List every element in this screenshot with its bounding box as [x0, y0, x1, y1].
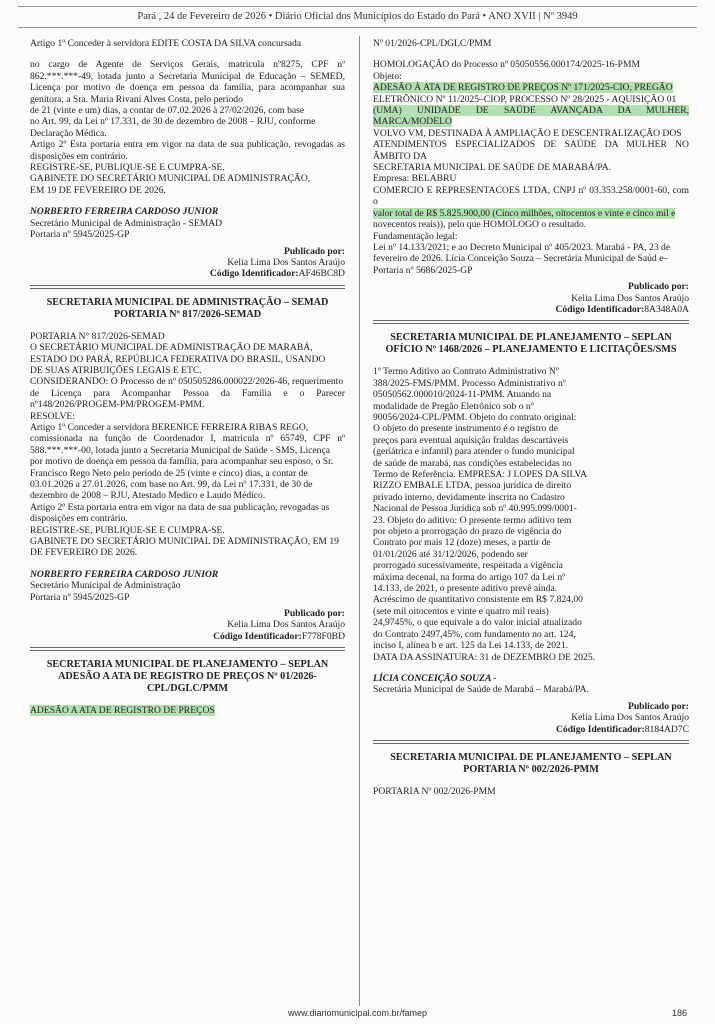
publication-info — [373, 701, 689, 735]
column-divider — [359, 36, 360, 1006]
text-line: REGISTRE-SE, PUBLIQUE-SE E CUMPRA-SE. — [30, 524, 225, 536]
text-line: COMERCIO E REPRESENTACOES LTDA, CNPJ nº 03.353.258/0001-60, com o — [373, 184, 689, 208]
code-value: AF46BC8D — [298, 268, 345, 280]
text-line: fevereiro de 2026. Lícia Conceição Souza – Secretária Municipal de Saúd e– — [373, 253, 669, 265]
text-line: Nº 01/2026-CPL/DGLC/PMM — [373, 38, 492, 49]
published-by-label: Publicado por: — [283, 608, 345, 620]
right-column — [373, 38, 689, 797]
footer-url[interactable]: www.diariomunicipal.com.br/famep — [287, 1008, 428, 1018]
text-line: 01/01/2026 até 31/12/2026, podendo ser — [373, 548, 528, 560]
published-by-label: Publicado por: — [283, 245, 345, 257]
text-line: ATENDIMENTOS ESPECIALIZADOS DE SAÚDE DA MULHER NO ÂMBITO DA — [373, 139, 689, 162]
text-line: Francisco Rego Neto pelo período de 25 (vinte e cinco) dias, a contar de — [30, 467, 308, 479]
page-header: Pará , 24 de Fevereiro de 2026 • Diário Oficial dos Municípios do Estado do Pará • ANO XVII | Nº 3949 — [18, 6, 697, 28]
signature-name: LÍCIA CONCEIÇÃO SOUZA - — [373, 672, 497, 684]
text-line: novecentos reais)), pelo que HOMOLOGO o resultado. — [373, 219, 587, 231]
text-line: GABINETE DO SECRETÁRIO MUNICIPAL DE ADMINISTRAÇÃO, EM 19 — [30, 536, 339, 548]
publisher-name: Kelia Lima Dos Santos Araújo — [227, 619, 345, 631]
text-line: ESTADO DO PARÁ, REPÚBLICA FEDERATIVA DO BRASIL, USANDO — [30, 353, 326, 365]
highlighted-text: ADESÃO À ATA DE REGISTRO DE PREÇOS Nº 171/2025-CIO, PREGÃO — [373, 82, 673, 94]
text-line: HOMOLOGAÇÃO do Processo nº 05050556.000174/2025-16-PMM — [373, 59, 641, 71]
text-line: 14.133, de 2021, o presente aditivo prevê ainda. — [373, 583, 558, 595]
text-line: 1º Termo Aditivo ao Contrato Administrativo Nº — [373, 366, 559, 378]
text-line: Contrato por mais 12 (doze) meses, a partir de — [373, 537, 551, 549]
publisher-name: Kelia Lima Dos Santos Araújo — [571, 712, 689, 724]
text-line: RIZZO EMBALE LTDA, pessoa jurídica de direito — [373, 480, 572, 492]
text-line: (sete mil oitocentos e vinte e quatro mil reais) — [373, 605, 549, 617]
text-line: de 21 (vinte e um) dias, a contar de 07.02.2026 à 27/02/2026, com base — [30, 105, 305, 117]
text-line: dezembro de 2008 – RJU, Atestado Medico e Laudo Médico. — [30, 490, 266, 502]
aditivo-text — [373, 366, 633, 663]
code-value: F778F0BD — [301, 630, 345, 642]
highlighted-text: (UMA) UNIDADE DE SAÚDE AVANÇADA DA MULHER, MARCA/MODELO — [373, 105, 689, 128]
publisher-name: Kelia Lima Dos Santos Araújo — [571, 292, 689, 304]
text-line: DATA DA ASSINATURA: 31 de DEZEMBRO DE 2025. — [373, 651, 596, 663]
text-line: no cargo de Agente de Serviços Gerais, matricula nº8275, CPF nº 862.***.***-49, lotada junto a Secretaria Municipal de Educação – SEMED, Licença por motivo de doença em pessoa da família, para acompanhar sua genitora, a Sra. Maria Rivani Alves Costa, pelo período — [30, 59, 345, 105]
text-line: de saúde de marabá, nas condições estabelecidas no — [373, 457, 572, 469]
text-line: Lei nº 14.133/2021; e ao Decreto Municipal nº 405/2023. Marabá - PA, 23 de — [373, 241, 671, 253]
text-line: por motivo de doença em pessoa da família, para acompanhar seu esposo, o Sr. — [30, 456, 334, 468]
text-line: Termo de Referência. EMPRESA: J LOPES DA SILVA — [373, 469, 588, 480]
text-line: Artigo 1º Conceder à servidora EDITE COSTA DA SILVA concursada — [30, 38, 302, 49]
text-line: 388/2025-FMS/PMM. Processo Administrativo nº — [373, 377, 566, 389]
text-line: Artigo 2º Esta portaria entra em vigor na data de sua publicação, revogadas as disposições em contrário. — [30, 139, 345, 162]
text-line: GABINETE DO SECRETÁRIO MUNICIPAL DE ADMINISTRAÇÃO, — [30, 173, 311, 185]
signature-role: Secretário Municipal de Administração — [30, 580, 181, 592]
text-line: privado interno, devidamente inscrita no Cadastro — [373, 491, 565, 503]
text-line: 90056/2024-CPL/PMM. Objeto do contrato original: — [373, 411, 577, 423]
text-line: Acréscimo de quantitativo consistente em R$ 7.824,00 — [373, 594, 583, 606]
highlighted-text: valor total de R$ 5.825.900,00 (Cinco milhões, oitocentos e vinte e cinco mil e — [373, 207, 676, 219]
text-line: Artigo 2º Esta portaria entra em vigor na data de sua publicação, revogadas as — [30, 501, 330, 513]
section-title: SECRETARIA MUNICIPAL DE PLANEJAMENTO – SEPLAN OFÍCIO Nº 1468/2026 – PLANEJAMENTO E LICITAÇÕES/SMS — [385, 332, 677, 356]
code-label: Código Identificador: — [213, 630, 302, 642]
section-title: SECRETARIA MUNICIPAL DE ADMINISTRAÇÃO – SEMAD PORTARIA Nº 817/2026-SEMAD — [46, 296, 329, 320]
text-line: máxima decenal, na forma do artigo 107 da Lei nº — [373, 571, 566, 583]
signature-name: NORBERTO FERREIRA CARDOSO JUNIOR — [30, 568, 219, 580]
text-line: Objeto: — [373, 70, 402, 82]
text-line: Empresa: BELABRU — [373, 173, 457, 185]
signature-role: Secretário Municipal de Administração - SEMAD — [30, 217, 223, 229]
text-line: (geriátrica e infantil) para atender o fundo municipal — [373, 446, 575, 458]
code-label: Código Identificador: — [209, 268, 299, 280]
signature-portaria: Portaria nº 5945/2025-GP — [30, 591, 130, 603]
text-line: 23. Objeto do aditivo: O presente termo aditivo tem — [373, 514, 572, 526]
text-line: SECRETARIA MUNICIPAL DE SAÚDE DE MARABÁ/PA. — [373, 162, 612, 174]
text-line: Nacional de Pessoa Jurídica sob nº 40.995.099/0001- — [373, 503, 577, 515]
section-title: SECRETARIA MUNICIPAL DE PLANEJAMENTO – SEPLAN ADESÃO A ATA DE REGISTRO DE PREÇOS Nº 01/2026-CPL/DGLC/PMM — [46, 659, 329, 695]
publication-info — [30, 246, 345, 280]
signature-portaria: Portaria nº 5945/2025-GP — [30, 229, 130, 241]
left-column — [30, 38, 345, 717]
text-line: ELETRÔNICO Nº 11/2025–CIOP, PROCESSO Nº 28/2025 - AQUISIÇÃO 01 — [373, 93, 677, 105]
text-line: no Art. 99, da Lei nº 17.331, de 30 de dezembro de 2008 – RJU, conforme — [30, 116, 316, 128]
text-line: inciso I, alínea b e art. 125 da Lei 14.133, de 2021. — [373, 640, 569, 652]
text-line: RESOLVE: — [30, 410, 75, 422]
code-value: 8A348A0A — [644, 303, 689, 315]
text-line: do Contrato 2497,45%, com fundamento no art. 124, — [373, 628, 576, 640]
text-line: 24,9745%, o que equivale a do valor inicial atualizado — [373, 617, 582, 629]
text-line: EM 19 DE FEVEREIRO DE 2026. — [30, 184, 166, 196]
text-line: O SECRETÁRIO MUNICIPAL DE ADMINISTRAÇÃO DE MARABÁ, — [30, 342, 313, 354]
text-line: PORTARIA N° 817/2026-SEMAD — [30, 330, 165, 342]
code-label: Código Identificador: — [556, 723, 645, 735]
text-line: Fundamentação legal: — [373, 230, 458, 242]
text-line: modalidade de Pregão Eletrônico sob o nº — [373, 400, 534, 412]
text-line: prorrogado sucessivamente, respeitada a vigência — [373, 560, 563, 572]
publication-info — [30, 608, 345, 642]
publication-info — [373, 281, 689, 315]
signature-role: Secretária Municipal de Saúde de Marabá – Marabá/PA. — [373, 684, 589, 696]
text-line: Artigo 1º Conceder a servidora BERENICE FERREIRA RIBAS REGO, — [30, 421, 309, 433]
text-line: VOLVO VM, DESTINADA À AMPLIAÇÃO E DESCENTRALIZAÇÃO DOS — [373, 127, 682, 139]
text-line: de Licença para Acompanhar Pessoa da Família e o Parecer nº148/2026/PROGEM-PM/PROGEM-PMM. — [30, 387, 345, 411]
published-by-label: Publicado por: — [627, 700, 689, 712]
text-line: PORTARIA Nº 002/2026-PMM — [373, 785, 496, 797]
text-line: DE SUAS ATRIBUIÇÕES LEGAIS E ETC. — [30, 364, 202, 376]
text-line: preços para eventual aquisição fraldas descartáveis — [373, 434, 569, 446]
page-number: 186 — [671, 1008, 687, 1018]
text-line: Declaração Médica. — [30, 127, 107, 139]
highlighted-text: ADESÃO A ATA DE REGISTRO DE PREÇOS — [30, 705, 215, 717]
code-value: 8184AD7C — [644, 723, 689, 735]
text-line: 03.01.2026 a 27.01.2026, com base no Art. 99, da Lei nº 17.331, de 30 de — [30, 479, 313, 490]
text-line: 05050562.000010/2024-11-PMM. Atuando na — [373, 389, 552, 401]
text-line: por objeto a prorrogação do prazo de vigência do — [373, 526, 562, 538]
text-line: Portaria nº 5686/2025-GP — [373, 264, 473, 276]
text-line: disposições em contrário. — [30, 513, 128, 525]
text-line: comissionada na função de Coordenador I, matricula nº 65749, CPF nº 588.***.***-00, lotada junto a Secretaria Municipal de Saúde - SMS, Licença — [30, 433, 345, 456]
section-title: SECRETARIA MUNICIPAL DE PLANEJAMENTO – SEPLAN PORTARIA Nº 002/2026-PMM — [390, 751, 672, 775]
code-label: Código Identificador: — [555, 303, 645, 315]
text-line: DE FEVEREIRO DE 2026. — [30, 547, 138, 559]
publisher-name: Kelia Lima Dos Santos Araújo — [227, 256, 345, 268]
published-by-label: Publicado por: — [627, 281, 689, 293]
text-line: O objeto do presente instrumento é o registro de — [373, 423, 558, 435]
text-line: REGISTRE-SE, PUBLIQUE-SE E CUMPRA-SE. — [30, 162, 225, 174]
signature-name: NORBERTO FERREIRA CARDOSO JUNIOR — [30, 206, 219, 218]
text-line: CONSIDERANDO: O Processo de nº 050505286.000022/2026-46, requerimento — [30, 376, 344, 388]
